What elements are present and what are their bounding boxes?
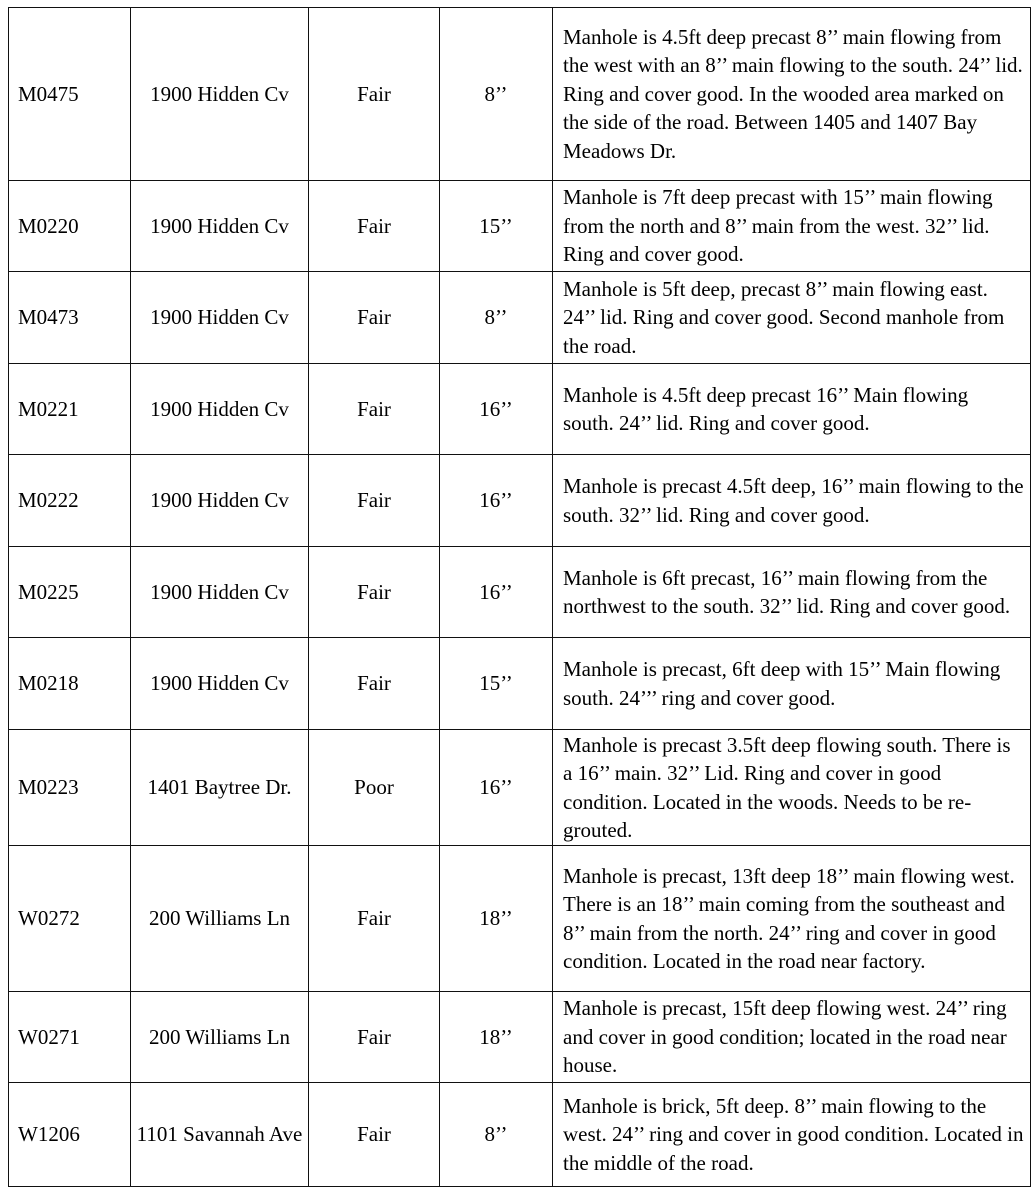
description: Manhole is 4.5ft deep precast 8’’ main flowing from the west with an 8’’ main flowing to the south. 24’’ lid. Ring and cover good. In the wooded area marked on the side of the road. Between 1405 and 1407 Bay Meadows Dr. [553,8,1031,181]
table-row [9,730,1031,846]
pipe-size: 16’’ [440,364,553,455]
pipe-size: 16’’ [440,455,553,547]
manhole-id: M0218 [9,638,131,730]
address: 1401 Baytree Dr. [131,730,309,846]
table-row [9,181,1031,272]
address: 1900 Hidden Cv [131,638,309,730]
table-row [9,272,1031,364]
table-row [9,846,1031,992]
table-row [9,992,1031,1083]
description: Manhole is precast, 15ft deep flowing west. 24’’ ring and cover in good condition; located in the road near house. [553,992,1031,1083]
address: 1900 Hidden Cv [131,8,309,181]
condition: Fair [309,638,440,730]
condition: Fair [309,272,440,364]
address: 200 Williams Ln [131,992,309,1083]
condition: Fair [309,846,440,992]
description: Manhole is 7ft deep precast with 15’’ main flowing from the north and 8’’ main from the west. 32’’ lid. Ring and cover good. [553,181,1031,272]
manhole-id: M0223 [9,730,131,846]
manhole-inspection-table [8,7,1031,1187]
condition: Fair [309,1083,440,1187]
address: 1900 Hidden Cv [131,547,309,638]
pipe-size: 18’’ [440,992,553,1083]
condition: Fair [309,364,440,455]
description: Manhole is 5ft deep, precast 8’’ main flowing east. 24’’ lid. Ring and cover good. Second manhole from the road. [553,272,1031,364]
condition: Fair [309,455,440,547]
pipe-size: 8’’ [440,1083,553,1187]
table-row [9,8,1031,181]
manhole-id: M0473 [9,272,131,364]
pipe-size: 18’’ [440,846,553,992]
table-row [9,455,1031,547]
manhole-id: W0272 [9,846,131,992]
description: Manhole is precast, 13ft deep 18’’ main flowing west. There is an 18’’ main coming from the southeast and 8’’ main from the north. 24’’ ring and cover in good condition. Located in the road near factory. [553,846,1031,992]
address: 1101 Savannah Ave [131,1083,309,1187]
description: Manhole is 4.5ft deep precast 16’’ Main flowing south. 24’’ lid. Ring and cover good. [553,364,1031,455]
table-row [9,364,1031,455]
condition: Fair [309,992,440,1083]
manhole-id: M0221 [9,364,131,455]
address: 1900 Hidden Cv [131,455,309,547]
manhole-id: M0222 [9,455,131,547]
description: Manhole is 6ft precast, 16’’ main flowing from the northwest to the south. 32’’ lid. Ring and cover good. [553,547,1031,638]
table-row [9,547,1031,638]
pipe-size: 8’’ [440,272,553,364]
condition: Fair [309,547,440,638]
manhole-id: W1206 [9,1083,131,1187]
table-row [9,1083,1031,1187]
pipe-size: 15’’ [440,638,553,730]
manhole-id: M0475 [9,8,131,181]
condition: Fair [309,8,440,181]
condition: Fair [309,181,440,272]
address: 1900 Hidden Cv [131,364,309,455]
pipe-size: 16’’ [440,730,553,846]
manhole-id: M0225 [9,547,131,638]
address: 1900 Hidden Cv [131,272,309,364]
pipe-size: 15’’ [440,181,553,272]
pipe-size: 8’’ [440,8,553,181]
address: 1900 Hidden Cv [131,181,309,272]
condition: Poor [309,730,440,846]
description: Manhole is brick, 5ft deep. 8’’ main flowing to the west. 24’’ ring and cover in good condition. Located in the middle of the road. [553,1083,1031,1187]
table-row [9,638,1031,730]
manhole-id: M0220 [9,181,131,272]
description: Manhole is precast, 6ft deep with 15’’ Main flowing south. 24’’’ ring and cover good. [553,638,1031,730]
description: Manhole is precast 4.5ft deep, 16’’ main flowing to the south. 32’’ lid. Ring and cover good. [553,455,1031,547]
address: 200 Williams Ln [131,846,309,992]
manhole-id: W0271 [9,992,131,1083]
pipe-size: 16’’ [440,547,553,638]
description: Manhole is precast 3.5ft deep flowing south. There is a 16’’ main. 32’’ Lid. Ring and cover in good condition. Located in the woods. Needs to be re-grouted. [553,730,1031,846]
